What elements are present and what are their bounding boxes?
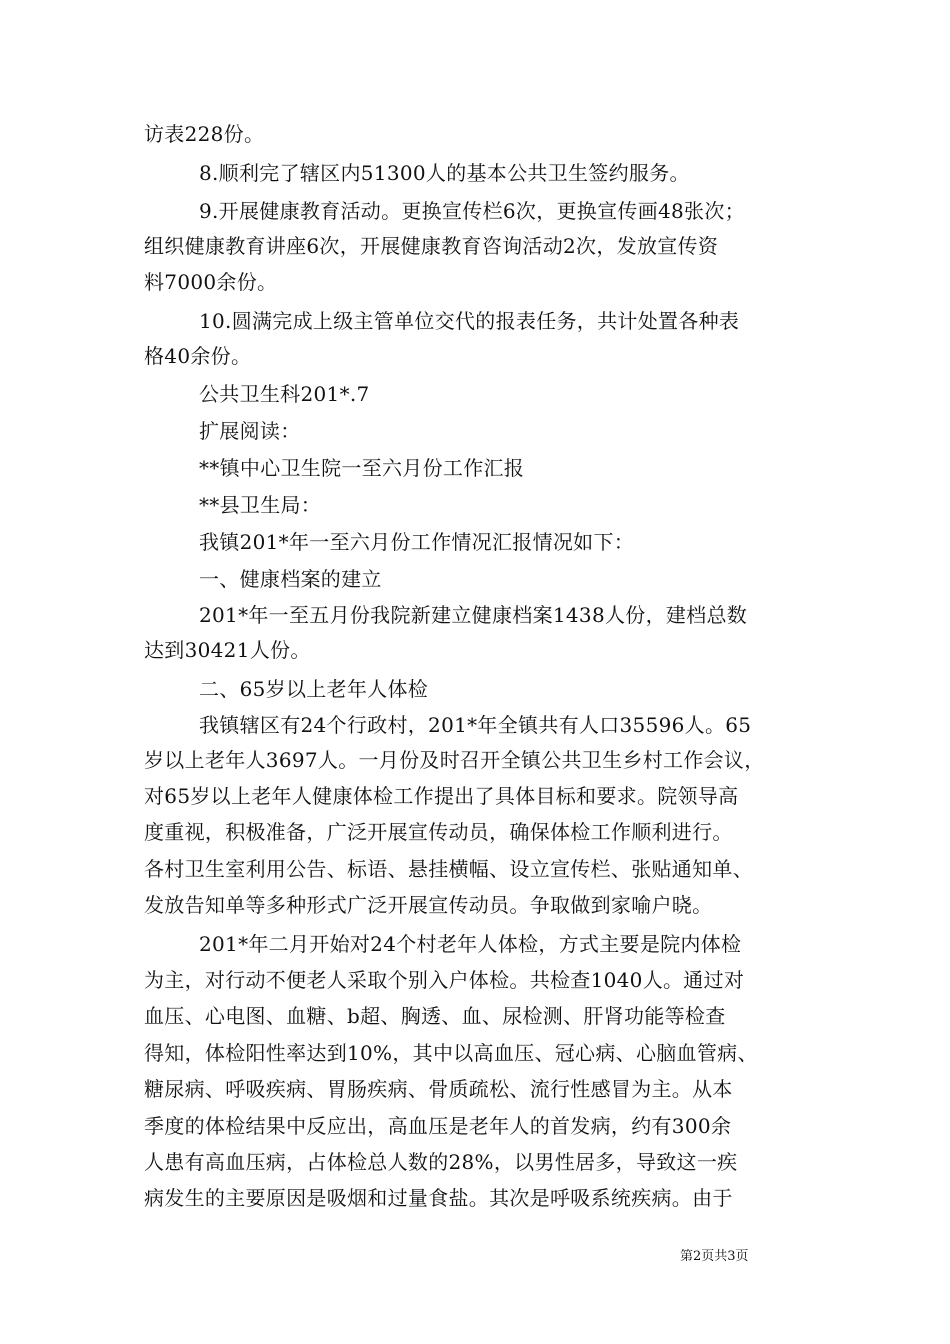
text-line-8: 公共卫生科201*.7 [199,382,370,406]
page-number-label: 第2页共3页 [680,1249,749,1264]
text-line-9: 扩展阅读： [199,419,301,443]
text-line-4: 组织健康教育讲座6次，开展健康教育咨询活动2次，发放宣传资 [144,234,719,258]
text-line-2: 8.顺利完了辖区内51300人的基本公共卫生签约服务。 [199,161,690,185]
text-line-3: 9.开展健康教育活动。更换宣传栏6次，更换宣传画48张次； [199,199,745,223]
text-line-23: 201*年二月开始对24个村老年人体检，方式主要是院内体检 [199,932,742,956]
text-line-28: 季度的体检结果中反应出，高血压是老年人的首发病，约有300余 [144,1114,732,1138]
text-line-11: **县卫生局： [199,493,322,517]
text-line-29: 人患有高血压病，占体检总人数的28%，以男性居多，导致这一疾 [144,1150,738,1174]
section-heading-1: 一、健康档案的建立 [199,567,382,591]
text-line-26: 得知，体检阳性率达到10%，其中以高血压、冠心病、心脑血管病、 [144,1041,758,1065]
text-line-27: 糖尿病、呼吸疾病、胃肠疾病、骨质疏松、流行性感冒为主。从本 [144,1077,733,1101]
text-line-22: 发放告知单等多种形式广泛开展宣传动员。争取做到家喻户晓。 [144,893,713,917]
text-line-30: 病发生的主要原因是吸烟和过量食盐。其次是呼吸系统疾病。由于 [144,1186,733,1210]
text-line-25: 血压、心电图、血糖、b超、胸透、血、尿检测、肝肾功能等检查 [144,1004,726,1028]
text-line-20: 度重视，积极准备，广泛开展宣传动员，确保体检工作顺利进行。 [144,820,733,844]
text-line-24: 为主，对行动不便老人采取个别入户体检。共检查1040人。通过对 [144,968,745,992]
text-line-21: 各村卫生室利用公告、标语、悬挂横幅、设立宣传栏、张贴通知单、 [144,857,753,881]
text-line-19: 对65岁以上老年人健康体检工作提出了具体目标和要求。院领导高 [144,784,739,808]
text-line-15: 达到30421人份。 [144,638,311,662]
text-line-10: **镇中心卫生院一至六月份工作汇报 [199,456,525,480]
text-line-18: 岁以上老年人3697人。一月份及时召开全镇公共卫生乡村工作会议， [144,748,765,772]
text-line-1: 访表228份。 [144,122,265,146]
text-line-5: 料7000余份。 [144,270,278,294]
text-line-14: 201*年一至五月份我院新建立健康档案1438人份，建档总数 [199,603,748,627]
text-line-12: 我镇201*年一至六月份工作情况汇报情况如下： [199,530,635,554]
section-heading-2: 二、65岁以上老年人体检 [199,677,429,701]
text-line-6: 10.圆满完成上级主管单位交代的报表任务，共计处置各种表 [199,309,740,333]
text-line-17: 我镇辖区有24个行政村，201*年全镇共有人口35596人。65 [199,713,752,737]
text-line-7: 格40余份。 [144,344,252,368]
